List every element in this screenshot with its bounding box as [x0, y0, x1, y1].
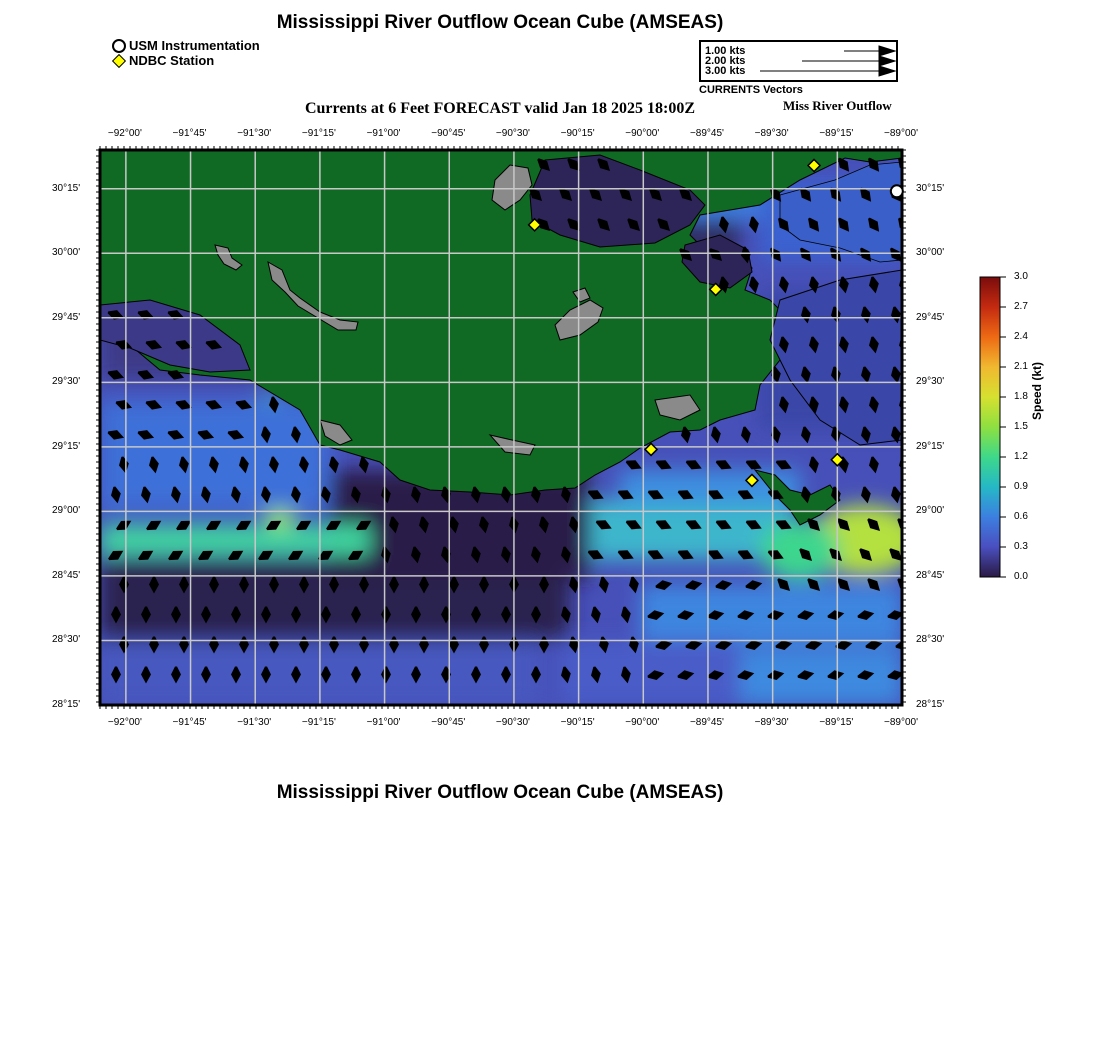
- lon-tick-label-bottom: −89°15': [819, 717, 854, 728]
- lat-tick-label-right: 30°00': [916, 247, 945, 259]
- lon-tick-label-bottom: −91°45': [172, 717, 207, 728]
- lat-tick-label-right: 29°00': [916, 505, 945, 517]
- lat-tick-label-left: 28°45': [52, 569, 81, 581]
- colorbar-tick-label: 0.6: [1014, 511, 1028, 522]
- lon-tick-label-top: −90°30': [495, 128, 530, 139]
- region-label: Miss River Outflow: [783, 98, 892, 113]
- lat-tick-label-left: 30°15': [52, 182, 81, 194]
- lon-tick-label-bottom: −91°15': [301, 717, 336, 728]
- lat-tick-label-left: 29°45': [52, 311, 81, 323]
- lon-tick-label-top: −91°45': [172, 128, 207, 139]
- lat-tick-label-left: 29°00': [52, 505, 81, 517]
- lat-tick-label-right: 28°45': [916, 569, 945, 581]
- lon-tick-label-top: −91°00': [366, 128, 401, 139]
- vector-key-row-2: 2.00 kts: [705, 55, 746, 67]
- colorbar-label: Speed (kt): [1030, 361, 1044, 420]
- colorbar-tick-label: 1.5: [1014, 421, 1028, 432]
- lon-tick-label-top: −89°30': [754, 128, 789, 139]
- lat-tick-label-left: 28°15': [52, 699, 81, 710]
- lon-tick-label-top: −91°30': [237, 128, 272, 139]
- legend-ndbc-label: NDBC Station: [129, 53, 215, 68]
- vector-key-caption: CURRENTS Vectors: [699, 84, 803, 96]
- colorbar-tick-label: 0.3: [1014, 541, 1028, 552]
- lat-tick-label-left: 29°15': [52, 440, 81, 452]
- lon-tick-label-bottom: −92°00': [107, 717, 142, 728]
- lat-tick-label-right: 28°15': [916, 699, 945, 710]
- lat-tick-label-right: 29°45': [916, 311, 945, 323]
- lon-tick-label-bottom: −89°30': [754, 717, 789, 728]
- lat-tick-label-right: 28°30': [916, 634, 945, 646]
- colorbar-tick-label: 2.4: [1014, 331, 1028, 342]
- colorbar-ticks: [1000, 277, 1006, 577]
- colorbar-tick-label: 0.0: [1014, 571, 1028, 582]
- lon-tick-label-top: −92°00': [107, 128, 142, 139]
- vector-key-row-1: 1.00 kts: [705, 45, 746, 57]
- lat-tick-label-right: 29°15': [916, 440, 945, 452]
- lon-tick-label-bottom: −91°00': [366, 717, 401, 728]
- colorbar: [980, 277, 1000, 577]
- lat-tick-label-left: 30°00': [52, 247, 81, 259]
- chart-title-bottom: Mississippi River Outflow Ocean Cube (AMSEAS): [276, 782, 724, 803]
- colorbar-tick-label: 1.8: [1014, 391, 1028, 402]
- lon-tick-label-bottom: −91°30': [237, 717, 272, 728]
- colorbar-tick-label: 2.7: [1014, 301, 1028, 312]
- lon-tick-label-top: −90°15': [560, 128, 595, 139]
- lon-tick-label-bottom: −90°45': [431, 717, 466, 728]
- lon-tick-label-bottom: −90°00': [625, 717, 660, 728]
- colorbar-tick-label: 1.2: [1014, 451, 1028, 462]
- lon-tick-label-top: −90°45': [431, 128, 466, 139]
- map-subtitle: Currents at 6 Feet FORECAST valid Jan 18 2025 18:00Z: [304, 100, 696, 117]
- lon-tick-label-top: −89°45': [689, 128, 724, 139]
- colorbar-tick-label: 2.1: [1014, 361, 1028, 372]
- usm-station-marker: [891, 185, 903, 197]
- chart-title: Mississippi River Outflow Ocean Cube (AMSEAS): [276, 12, 724, 33]
- lat-tick-label-left: 29°30': [52, 376, 81, 388]
- lon-tick-label-bottom: −89°45': [689, 717, 724, 728]
- lon-tick-label-top: −90°00': [625, 128, 660, 139]
- lon-tick-label-bottom: −90°30': [495, 717, 530, 728]
- vector-key-row-3: 3.00 kts: [705, 65, 746, 77]
- lon-tick-label-bottom: −89°00': [884, 717, 918, 728]
- colorbar-tick-label: 3.0: [1014, 271, 1028, 282]
- lat-tick-label-right: 30°15': [916, 182, 945, 194]
- lon-tick-label-bottom: −90°15': [560, 717, 595, 728]
- lat-tick-label-left: 28°30': [52, 634, 81, 646]
- legend-usm-label: USM Instrumentation: [129, 38, 260, 53]
- lat-tick-label-right: 29°30': [916, 376, 945, 388]
- lon-tick-label-top: −91°15': [301, 128, 336, 139]
- lon-tick-label-top: −89°15': [819, 128, 854, 139]
- lon-tick-label-top: −89°00': [884, 128, 918, 139]
- colorbar-tick-label: 0.9: [1014, 481, 1028, 492]
